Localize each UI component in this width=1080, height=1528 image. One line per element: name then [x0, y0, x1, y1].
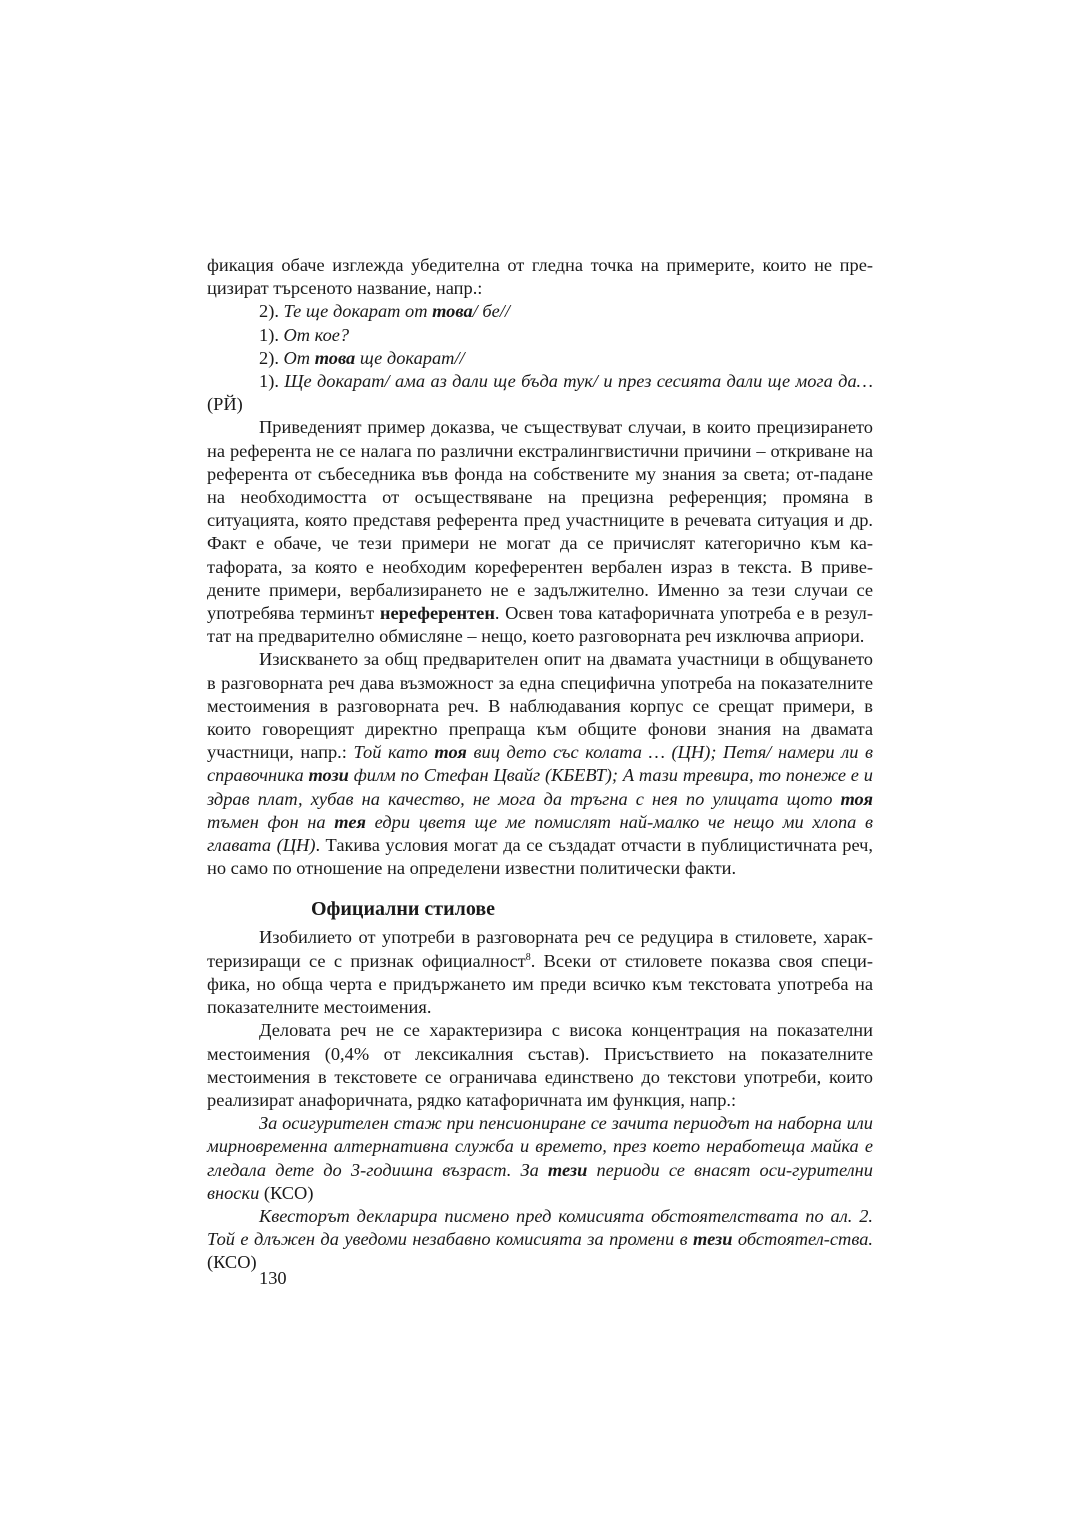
emphasis-pronoun: този	[308, 765, 349, 786]
italic-run: обстоятел-ства.	[732, 1229, 873, 1250]
text-run: . Всеки от стиловете показва своя специ-фика, но обща черта е придържането им преди всичко към текстовата употреба на показателните местоимения.	[207, 950, 873, 1018]
text-run: Деловата реч не се характеризира с висока концентрация на показателни местоимения (0,4% от лексикалния състав). Присъствието на показателните местоимения в текстовете се ограничава единствено до текстови употреби, които реализират анафоричната, рядко катафоричната им функция, напр.:	[207, 1020, 873, 1110]
italic-run: Ще докарат/ ама аз дали ще бъда тук/ и през сесията дали ще мога да…	[284, 371, 874, 392]
italic-run: За осигурителен стаж при пенсиониране се зачита периодът на наборна или мирновременна алтернативна служба и времето, през което неработеща майка е гледала дете до 3-годишна възраст. За	[207, 1113, 873, 1180]
example-quote-1	[207, 1112, 873, 1205]
section-heading: Официални стилове	[311, 898, 496, 921]
italic-run: тъмен фон на	[207, 811, 335, 832]
italic-run: периоди се внасят оси-гурителни вноски	[207, 1159, 873, 1203]
paragraph-business-speech	[207, 1019, 873, 1112]
turn-number: 2).	[259, 301, 284, 322]
source-code: (КСО)	[207, 1252, 257, 1273]
emphasis-pronoun: тези	[693, 1229, 733, 1250]
paragraph-reference	[207, 416, 873, 648]
italic-run: Те ще докарат от	[283, 301, 433, 322]
body-text	[207, 254, 873, 1275]
source-code: (РЙ)	[207, 394, 243, 415]
italic-run: виц дето със колата … (ЦН); Петя/ намери ли в справочника	[207, 742, 873, 786]
turn-number: 1).	[259, 371, 285, 392]
turn-number: 1).	[259, 324, 284, 345]
text-run: . Освен това катафоричната употреба е в резул-тат на предварително обмисляне – нещо, което разговорната реч изключва априори.	[207, 603, 873, 647]
italic-run: едри цветя ще ме помислят най-малко че нещо ми хлопа в главата (ЦН)	[207, 811, 873, 856]
example-quote-2	[207, 1205, 873, 1275]
paragraph-shared-knowledge	[207, 648, 873, 880]
text-run: Приведеният пример доказва, че съществуват случаи, в които прецизирането на референта не се налага по различни екстралингвистични причини – откриване на референта от събеседника във фонда на собствените му знания за света; от-падане на необходимостта от осъществяване на прецизна референция; промяна в ситуацията, която представя референта пред участниците в речевата ситуация и др. Факт е обаче, че тези примери не могат да се причислят категорично към ка-тафората, за която е необходим кореферентен вербален израз в текста. В приве-дените примери, вербализирането не е задължително. Именно за тези случаи се употребява терминът	[207, 417, 873, 624]
turn-number: 2).	[259, 347, 284, 368]
italic-run: От кое?	[283, 324, 350, 345]
emphasis-pronoun: това	[314, 347, 356, 368]
italic-run: ще докарат//	[355, 347, 465, 368]
dialog-line-3	[207, 347, 873, 370]
text-run: Изобилието от употреби в разговорната реч се редуцира в стиловете, харак-теризиращи се с признак официалност	[207, 927, 873, 971]
page-number: 130	[259, 1268, 287, 1288]
emphasis-pronoun: това	[432, 301, 473, 322]
emphasis-pronoun: тоя	[840, 788, 873, 809]
paragraph-official-styles	[207, 926, 873, 1019]
text-run: . Такива условия могат да се създадат отчасти в публицистичната реч, но само по отношение на определени известни политически факти.	[207, 835, 873, 879]
text-run: фикация обаче изглежда убедителна от гледна точка на примерите, които не пре-цизират търсеното название, напр.:	[207, 255, 873, 299]
source-code: (КСО)	[259, 1182, 314, 1203]
emphasis-pronoun: тоя	[434, 742, 467, 763]
paragraph-intro	[207, 254, 873, 300]
dialog-line-4	[207, 370, 873, 416]
italic-run: / бе//	[472, 301, 511, 322]
dialog-line-1	[207, 300, 873, 323]
footnote-marker: 8	[525, 951, 531, 963]
italic-run: Той като	[353, 742, 435, 763]
term-bold: нереферентен	[379, 603, 495, 624]
emphasis-pronoun: тея	[334, 811, 366, 832]
dialog-line-2	[207, 324, 873, 347]
italic-run: Квесторът декларира писмено пред комисията обстоятелствата по ал. 2. Той е длъжен да уведоми незабавно комисията за промени в	[207, 1205, 873, 1250]
emphasis-pronoun: тези	[547, 1159, 588, 1180]
italic-run: От	[283, 347, 315, 368]
text-run: Изискването за общ предварителен опит на двамата участници в общуването в разговорната реч дава възможност за една специфична употреба на показателните местоимения в разговорната реч. В наблюдавания корпус се срещат примери, в които говорещият директно препраща към общите фонови знания на двамата участници, напр.:	[207, 649, 873, 763]
italic-run: филм по Стефан Цвайг (КБЕВТ); А тази тревира, то понеже е и здрав плат, хубав на качество, не мога да тръгна с нея по улицата щото	[207, 765, 873, 809]
